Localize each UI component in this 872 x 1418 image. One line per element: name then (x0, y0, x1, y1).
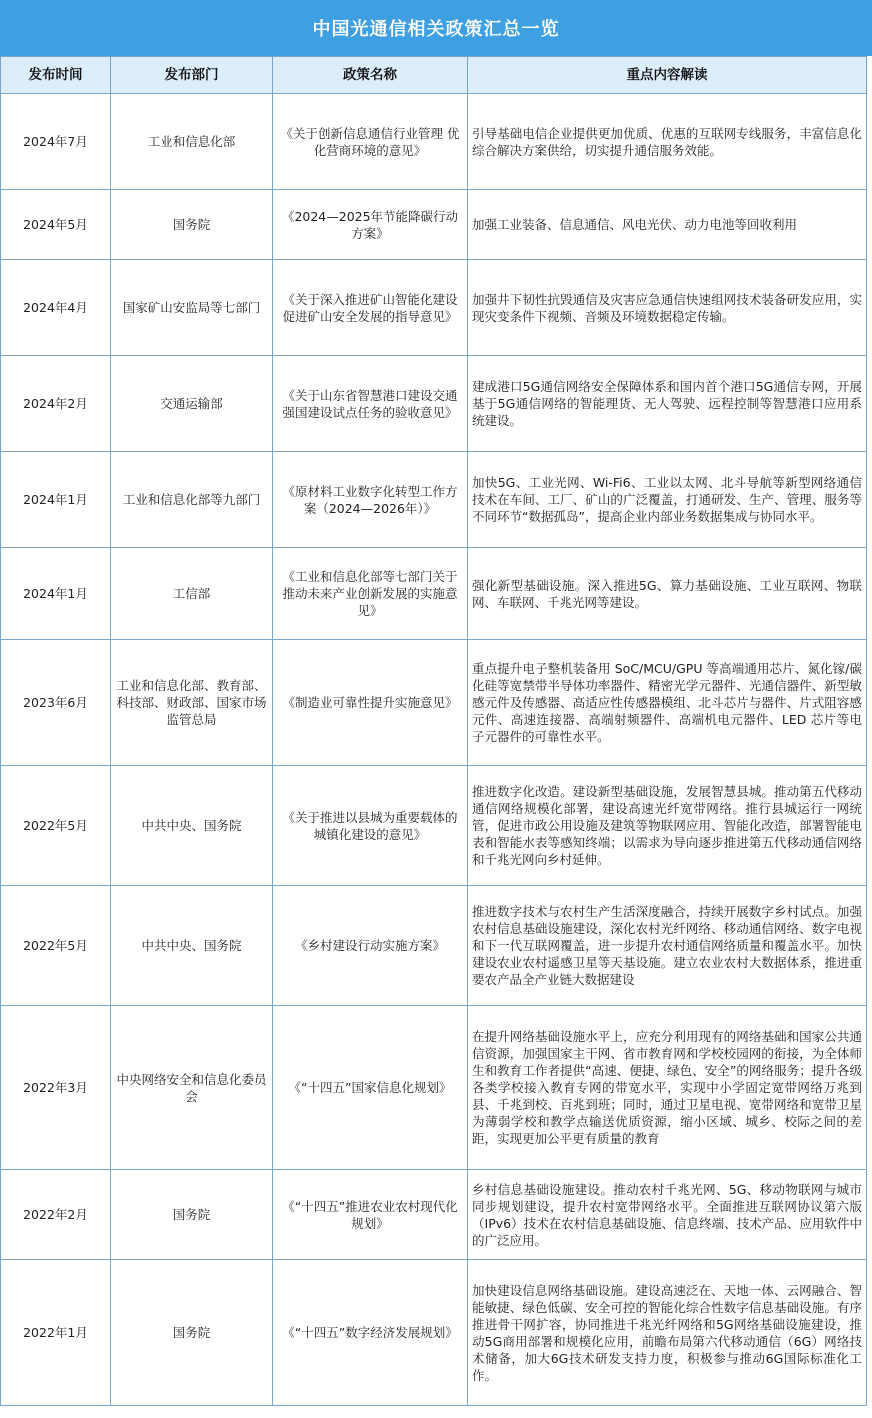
header-department: 发布部门 (111, 57, 273, 94)
cell-date: 2024年1月 (1, 452, 111, 548)
cell-date: 2024年5月 (1, 190, 111, 260)
cell-key-content: 乡村信息基础设施建设。推动农村千兆光网、5G、移动物联网与城市同步规划建设，提升农村宽带网络水平。全面推进互联网协议第六版（IPv6）技术在农村信息基础设施、信息终端、技术产品、应用软件中的广泛应用。 (468, 1170, 867, 1260)
title-bar (0, 0, 872, 56)
cell-department: 中央网络安全和信息化委员会 (111, 1006, 273, 1170)
header-policy-name: 政策名称 (273, 57, 468, 94)
cell-policy-name: 《关于创新信息通信行业管理 优化营商环境的意见》 (273, 94, 468, 190)
cell-policy-name: 《原材料工业数字化转型工作方案（2024—2026年）》 (273, 452, 468, 548)
table-row (1, 190, 867, 260)
cell-policy-name: 《“十四五”数字经济发展规划》 (273, 1260, 468, 1406)
cell-date: 2022年5月 (1, 886, 111, 1006)
cell-date: 2022年3月 (1, 1006, 111, 1170)
cell-key-content: 重点提升电子整机装备用 SoC/MCU/GPU 等高端通用芯片、氮化镓/碳化硅等宽禁带半导体功率器件、精密光学元器件、光通信器件、新型敏感元件及传感器、高适应性传感器模组、北斗芯片与器件、片式阻容感元件、高速连接器、高端射频器件、高端机电元器件、LED 芯片等电子元器件的可靠性水平。 (468, 640, 867, 766)
cell-key-content: 强化新型基础设施。深入推进5G、算力基础设施、工业互联网、物联网、车联网、千兆光网等建设。 (468, 548, 867, 640)
table-row (1, 1170, 867, 1260)
table-row (1, 766, 867, 886)
cell-department: 工业和信息化部 (111, 94, 273, 190)
cell-policy-name: 《“十四五”国家信息化规划》 (273, 1006, 468, 1170)
cell-date: 2022年2月 (1, 1170, 111, 1260)
cell-department: 中共中央、国务院 (111, 886, 273, 1006)
cell-date: 2022年1月 (1, 1260, 111, 1406)
cell-department: 交通运输部 (111, 356, 273, 452)
page-title: 中国光通信相关政策汇总一览 (312, 19, 560, 40)
cell-key-content: 在提升网络基础设施水平上，应充分利用现有的网络基础和国家公共通信资源，加强国家主干网、省市教育网和学校校园网的衔接，为全体师生和教育工作者提供“高速、便捷、绿色、安全”的网络服务；提升各级各类学校接入教育专网的带宽水平，实现中小学固定宽带网络万兆到县、千兆到校、百兆到班；同时，通过卫星电视、宽带网络和宽带卫星为薄弱学校和教学点输送优质资源，缩小区域、城乡、校际之间的差距，实现更加公平更有质量的教育 (468, 1006, 867, 1170)
cell-date: 2024年4月 (1, 260, 111, 356)
cell-policy-name: 《2024—2025年节能降碳行动方案》 (273, 190, 468, 260)
cell-key-content: 加快建设信息网络基础设施。建设高速泛在、天地一体、云网融合、智能敏捷、绿色低碳、安全可控的智能化综合性数字信息基础设施。有序推进骨干网扩容，协同推进千兆光纤网络和5G网络基础设施建设，推动5G商用部署和规模化应用，前瞻布局第六代移动通信（6G）网络技术储备，加大6G技术研发支持力度，积极参与推动6G国际标准化工作。 (468, 1260, 867, 1406)
cell-key-content: 加快5G、工业光网、Wi-Fi6、工业以太网、北斗导航等新型网络通信技术在车间、工厂、矿山的广泛覆盖，打通研发、生产、管理、服务等不同环节“数据孤岛”，提高企业内部业务数据集成与协同水平。 (468, 452, 867, 548)
cell-date: 2024年1月 (1, 548, 111, 640)
table-row (1, 1260, 867, 1406)
cell-department: 国家矿山安监局等七部门 (111, 260, 273, 356)
cell-policy-name: 《乡村建设行动实施方案》 (273, 886, 468, 1006)
table-row (1, 356, 867, 452)
table-row (1, 452, 867, 548)
policy-table (0, 56, 867, 1406)
cell-policy-name: 《关于推进以县城为重要载体的城镇化建设的意见》 (273, 766, 468, 886)
cell-department: 工业和信息化部、教育部、科技部、财政部、国家市场监管总局 (111, 640, 273, 766)
cell-policy-name: 《关于山东省智慧港口建设交通强国建设试点任务的验收意见》 (273, 356, 468, 452)
table-row (1, 260, 867, 356)
cell-date: 2024年7月 (1, 94, 111, 190)
cell-key-content: 推进数字化改造。建设新型基础设施，发展智慧县城。推动第五代移动通信网络规模化部署，建设高速光纤宽带网络。推行县城运行一网统管，促进市政公用设施及建筑等物联网应用、智能化改造，部署智能电表和智能水表等感知终端；以需求为导向逐步推进第五代移动通信网络和千兆光网向乡村延伸。 (468, 766, 867, 886)
cell-department: 国务院 (111, 190, 273, 260)
cell-department: 工信部 (111, 548, 273, 640)
header-date: 发布时间 (1, 57, 111, 94)
cell-department: 中共中央、国务院 (111, 766, 273, 886)
cell-key-content: 引导基础电信企业提供更加优质、优惠的互联网专线服务，丰富信息化综合解决方案供给，切实提升通信服务效能。 (468, 94, 867, 190)
cell-date: 2024年2月 (1, 356, 111, 452)
cell-key-content: 加强工业装备、信息通信、风电光伏、动力电池等回收利用 (468, 190, 867, 260)
cell-department: 工业和信息化部等九部门 (111, 452, 273, 548)
table-row (1, 886, 867, 1006)
table-row (1, 1006, 867, 1170)
table-header-row (1, 57, 867, 94)
table-row (1, 640, 867, 766)
cell-department: 国务院 (111, 1260, 273, 1406)
cell-department: 国务院 (111, 1170, 273, 1260)
cell-key-content: 建成港口5G通信网络安全保障体系和国内首个港口5G通信专网，开展基于5G通信网络的智能理货、无人驾驶、远程控制等智慧港口应用系统建设。 (468, 356, 867, 452)
cell-policy-name: 《工业和信息化部等七部门关于推动未来产业创新发展的实施意见》 (273, 548, 468, 640)
cell-date: 2023年6月 (1, 640, 111, 766)
cell-key-content: 加强井下韧性抗毁通信及灾害应急通信快速组网技术装备研发应用，实现灾变条件下视频、音频及环境数据稳定传输。 (468, 260, 867, 356)
cell-policy-name: 《制造业可靠性提升实施意见》 (273, 640, 468, 766)
cell-date: 2022年5月 (1, 766, 111, 886)
table-row (1, 548, 867, 640)
cell-key-content: 推进数字技术与农村生产生活深度融合，持续开展数字乡村试点。加强农村信息基础设施建设，深化农村光纤网络、移动通信网络、数字电视和下一代互联网覆盖，进一步提升农村通信网络质量和覆盖水平。加快建设农业农村遥感卫星等天基设施。建立农业农村大数据体系，推进重要农产品全产业链大数据建设 (468, 886, 867, 1006)
cell-policy-name: 《“十四五”推进农业农村现代化规划》 (273, 1170, 468, 1260)
table-row (1, 94, 867, 190)
header-key-content: 重点内容解读 (468, 57, 867, 94)
cell-policy-name: 《关于深入推进矿山智能化建设促进矿山安全发展的指导意见》 (273, 260, 468, 356)
